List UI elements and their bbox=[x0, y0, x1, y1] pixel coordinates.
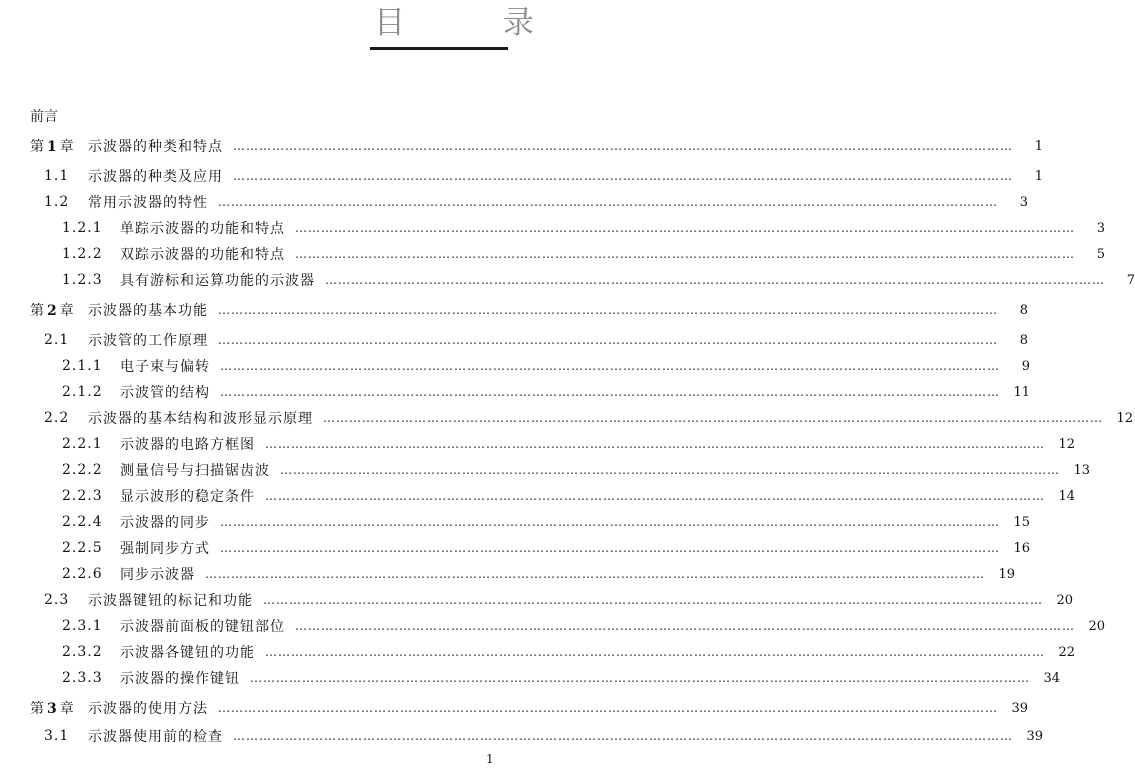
toc-entry-number: 2.3 bbox=[44, 592, 70, 608]
toc-entry-title: 常用示波器的特性 bbox=[88, 195, 208, 211]
toc-leader-dots: ……………………………………………………………………………………………………………………………………………………………… bbox=[250, 671, 1030, 685]
toc-entry-title: 测量信号与扫描锯齿波 bbox=[120, 463, 270, 479]
title-underline bbox=[370, 47, 508, 50]
toc-entry-number: 1.2.2 bbox=[62, 246, 103, 262]
toc-entry[interactable] bbox=[0, 512, 1030, 532]
toc-entry-number: 2.2.1 bbox=[62, 436, 103, 452]
toc-entry-number: 2.2 bbox=[44, 410, 70, 426]
toc-leader-dots: ……………………………………………………………………………………………………………………………………………………………… bbox=[233, 169, 1013, 183]
toc-entry-number: 第 3 章 bbox=[30, 701, 75, 717]
toc-leader-dots: ……………………………………………………………………………………………………………………………………………………………… bbox=[220, 541, 1000, 555]
toc-entry[interactable] bbox=[0, 668, 1060, 688]
toc-entry[interactable] bbox=[0, 270, 1135, 290]
toc-entry-title: 示波器前面板的键钮部位 bbox=[120, 619, 285, 635]
toc-entry-number: 2.1.2 bbox=[62, 384, 103, 400]
toc-leader-dots: ……………………………………………………………………………………………………………………………………………………………… bbox=[218, 195, 998, 209]
toc-entry-number: 1.2.1 bbox=[62, 220, 103, 236]
toc-leader-dots: ……………………………………………………………………………………………………………………………………………………………… bbox=[295, 247, 1075, 261]
toc-entry[interactable] bbox=[0, 564, 1015, 584]
toc-entry[interactable] bbox=[0, 136, 1043, 156]
toc-entry-title: 示波器的使用方法 bbox=[88, 701, 208, 717]
toc-entry-title: 具有游标和运算功能的示波器 bbox=[120, 273, 315, 289]
toc-entry-page: 1 bbox=[1034, 168, 1043, 184]
toc-entry-page: 20 bbox=[1056, 592, 1073, 608]
toc-entry-title: 示波器使用前的检查 bbox=[88, 729, 223, 745]
toc-entry-number: 第 1 章 bbox=[30, 139, 75, 155]
toc-entry-number: 1.1 bbox=[44, 168, 70, 184]
page-number: 1 bbox=[486, 752, 494, 766]
toc-entry[interactable] bbox=[0, 218, 1105, 238]
page-title: 目 录 bbox=[374, 5, 578, 41]
toc-leader-dots: ……………………………………………………………………………………………………………………………………………………………… bbox=[218, 333, 998, 347]
toc-entry-number: 2.2.3 bbox=[62, 488, 103, 504]
toc-entry-number: 2.1 bbox=[44, 332, 70, 348]
toc-entry[interactable] bbox=[0, 616, 1105, 636]
toc-entry-title: 同步示波器 bbox=[120, 567, 195, 583]
toc-entry-page: 5 bbox=[1096, 246, 1105, 262]
toc-entry-page: 15 bbox=[1013, 514, 1030, 530]
toc-entry-page: 20 bbox=[1088, 618, 1105, 634]
toc-entry[interactable] bbox=[0, 244, 1105, 264]
toc-entry-title: 示波器键钮的标记和功能 bbox=[88, 593, 253, 609]
toc-leader-dots: ……………………………………………………………………………………………………………………………………………………………… bbox=[323, 411, 1103, 425]
toc-entry-title: 双踪示波器的功能和特点 bbox=[120, 247, 285, 263]
toc-entry-page: 16 bbox=[1013, 540, 1030, 556]
toc-entry-page: 14 bbox=[1058, 488, 1075, 504]
toc-leader-dots: ……………………………………………………………………………………………………………………………………………………………… bbox=[233, 729, 1013, 743]
toc-entry-page: 7 bbox=[1126, 272, 1135, 288]
toc-entry-number: 1.2 bbox=[44, 194, 70, 210]
toc-entry-number: 2.3.3 bbox=[62, 670, 103, 686]
toc-entry-page: 39 bbox=[1026, 728, 1043, 744]
toc-entry[interactable] bbox=[0, 382, 1030, 402]
toc-leader-dots: ……………………………………………………………………………………………………………………………………………………………… bbox=[218, 303, 998, 317]
toc-entry-page: 1 bbox=[1034, 138, 1043, 154]
toc-entry[interactable] bbox=[0, 356, 1030, 376]
toc-entry-page: 9 bbox=[1021, 358, 1030, 374]
toc-entry-page: 3 bbox=[1096, 220, 1105, 236]
toc-entry-page: 19 bbox=[998, 566, 1015, 582]
toc-entry-title: 单踪示波器的功能和特点 bbox=[120, 221, 285, 237]
toc-entry-page: 11 bbox=[1013, 384, 1030, 400]
toc-entry-title: 示波器的操作键钮 bbox=[120, 671, 240, 687]
toc-entry-number: 1.2.3 bbox=[62, 272, 103, 288]
toc-entry[interactable] bbox=[0, 300, 1028, 320]
toc-leader-dots: ……………………………………………………………………………………………………………………………………………………………… bbox=[220, 385, 1000, 399]
toc-entry-title: 示波器的基本结构和波形显示原理 bbox=[88, 411, 313, 427]
toc-entry-page: 8 bbox=[1019, 302, 1028, 318]
toc-entry-title: 显示波形的稳定条件 bbox=[120, 489, 255, 505]
toc-entry[interactable] bbox=[0, 192, 1028, 212]
toc-preface[interactable]: 前言 bbox=[30, 109, 58, 125]
toc-leader-dots: ……………………………………………………………………………………………………………………………………………………………… bbox=[263, 593, 1043, 607]
toc-leader-dots: ……………………………………………………………………………………………………………………………………………………………… bbox=[295, 619, 1075, 633]
toc-leader-dots: ……………………………………………………………………………………………………………………………………………………………… bbox=[295, 221, 1075, 235]
toc-entry-page: 3 bbox=[1019, 194, 1028, 210]
toc-entry[interactable] bbox=[0, 642, 1075, 662]
toc-entry[interactable] bbox=[0, 486, 1075, 506]
toc-leader-dots: ……………………………………………………………………………………………………………………………………………………………… bbox=[220, 359, 1000, 373]
toc-leader-dots: ……………………………………………………………………………………………………………………………………………………………… bbox=[325, 273, 1105, 287]
toc-entry-page: 13 bbox=[1073, 462, 1090, 478]
toc-leader-dots: ……………………………………………………………………………………………………………………………………………………………… bbox=[280, 463, 1060, 477]
toc-entry-title: 示波器的基本功能 bbox=[88, 303, 208, 319]
toc-entry-number: 2.3.1 bbox=[62, 618, 103, 634]
toc-entry-number: 2.2.6 bbox=[62, 566, 103, 582]
toc-entry[interactable] bbox=[0, 726, 1043, 746]
toc-leader-dots: ……………………………………………………………………………………………………………………………………………………………… bbox=[265, 489, 1045, 503]
toc-entry-page: 34 bbox=[1043, 670, 1060, 686]
toc-entry-number: 2.2.5 bbox=[62, 540, 103, 556]
toc-entry-title: 示波器的种类及应用 bbox=[88, 169, 223, 185]
toc-entry[interactable] bbox=[0, 460, 1090, 480]
toc-leader-dots: ……………………………………………………………………………………………………………………………………………………………… bbox=[233, 139, 1013, 153]
toc-entry[interactable] bbox=[0, 434, 1075, 454]
toc-entry-number: 2.2.4 bbox=[62, 514, 103, 530]
toc-entry-page: 12 bbox=[1058, 436, 1075, 452]
toc-entry-page: 22 bbox=[1058, 644, 1075, 660]
toc-entry-title: 示波器各键钮的功能 bbox=[120, 645, 255, 661]
toc-entry[interactable] bbox=[0, 590, 1073, 610]
toc-entry[interactable] bbox=[0, 538, 1030, 558]
toc-leader-dots: ……………………………………………………………………………………………………………………………………………………………… bbox=[265, 437, 1045, 451]
toc-entry[interactable] bbox=[0, 698, 1028, 718]
toc-leader-dots: ……………………………………………………………………………………………………………………………………………………………… bbox=[218, 701, 998, 715]
toc-entry-title: 电子束与偏转 bbox=[120, 359, 210, 375]
toc-entry-title: 示波管的工作原理 bbox=[88, 333, 208, 349]
toc-entry-title: 示波器的电路方框图 bbox=[120, 437, 255, 453]
toc-entry-title: 示波器的同步 bbox=[120, 515, 210, 531]
toc-entry-number: 2.2.2 bbox=[62, 462, 103, 478]
toc-entry-number: 2.3.2 bbox=[62, 644, 103, 660]
toc-entry-page: 8 bbox=[1019, 332, 1028, 348]
toc-entry-title: 示波管的结构 bbox=[120, 385, 210, 401]
toc-entry[interactable] bbox=[0, 408, 1133, 428]
toc-entry[interactable] bbox=[0, 330, 1028, 350]
toc-entry-number: 2.1.1 bbox=[62, 358, 103, 374]
toc-entry-title: 强制同步方式 bbox=[120, 541, 210, 557]
toc-leader-dots: ……………………………………………………………………………………………………………………………………………………………… bbox=[205, 567, 985, 581]
toc-entry-title: 示波器的种类和特点 bbox=[88, 139, 223, 155]
toc-entry-page: 39 bbox=[1011, 700, 1028, 716]
toc-entry[interactable] bbox=[0, 166, 1043, 186]
toc-leader-dots: ……………………………………………………………………………………………………………………………………………………………… bbox=[220, 515, 1000, 529]
toc-entry-page: 12 bbox=[1116, 410, 1133, 426]
toc-entry-number: 3.1 bbox=[44, 728, 70, 744]
toc-entry-number: 第 2 章 bbox=[30, 303, 75, 319]
toc-leader-dots: ……………………………………………………………………………………………………………………………………………………………… bbox=[265, 645, 1045, 659]
